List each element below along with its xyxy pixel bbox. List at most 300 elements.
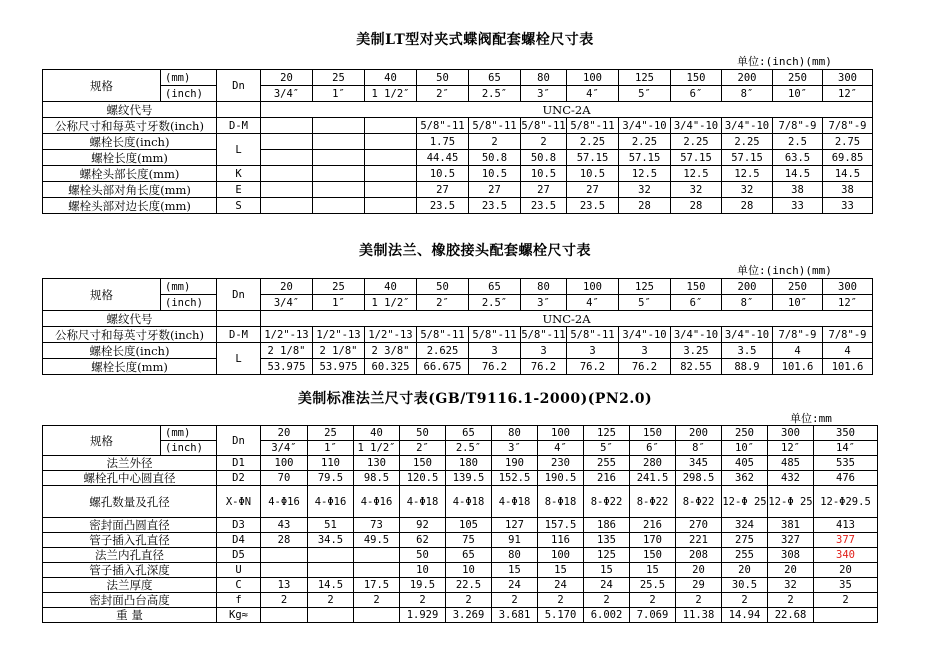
header-row-inch bbox=[43, 441, 878, 456]
value-cell: 1.75 bbox=[417, 134, 469, 150]
value-cell: 29 bbox=[676, 578, 722, 593]
value-cell: 63.5 bbox=[773, 150, 823, 166]
value-cell: 150 bbox=[400, 456, 446, 471]
mm-size-cell: 80 bbox=[492, 426, 538, 441]
mm-size-cell: 150 bbox=[630, 426, 676, 441]
value-cell: 7/8"-9 bbox=[823, 118, 873, 134]
value-cell bbox=[313, 166, 365, 182]
value-cell: 216 bbox=[584, 471, 630, 486]
header-row-mm bbox=[43, 426, 878, 441]
mm-size-cell: 250 bbox=[773, 279, 823, 295]
value-cell bbox=[261, 182, 313, 198]
value-cell: 2 bbox=[676, 593, 722, 608]
value-cell: 8-Φ22 bbox=[584, 486, 630, 518]
value-cell bbox=[308, 563, 354, 578]
header-row-inch bbox=[43, 86, 873, 102]
value-cell: 413 bbox=[814, 518, 878, 533]
value-cell: 2 bbox=[521, 134, 567, 150]
value-cell: 10.5 bbox=[469, 166, 521, 182]
value-cell: 8-Φ22 bbox=[676, 486, 722, 518]
mm-size-cell: 300 bbox=[823, 279, 873, 295]
value-cell: 10 bbox=[400, 563, 446, 578]
inch-size-cell: 1″ bbox=[313, 295, 365, 311]
value-cell: 28 bbox=[722, 198, 773, 214]
inch-size-cell: 6″ bbox=[630, 441, 676, 456]
value-cell: 3.269 bbox=[446, 608, 492, 623]
value-cell: 10.5 bbox=[417, 166, 469, 182]
value-cell: 4-Φ18 bbox=[446, 486, 492, 518]
table2-unit: 单位:(inch)(mm) bbox=[737, 264, 832, 277]
value-cell: 3.681 bbox=[492, 608, 538, 623]
row-code: E bbox=[217, 182, 261, 198]
value-cell: 22.5 bbox=[446, 578, 492, 593]
mm-unit-label: (mm) bbox=[161, 70, 217, 86]
value-cell: 3/4"-10 bbox=[619, 118, 671, 134]
value-cell: 4 bbox=[823, 343, 873, 359]
thread-code-blank bbox=[217, 102, 261, 118]
dn-label: Dn bbox=[217, 279, 261, 311]
row-label: 管子插入孔直径 bbox=[43, 533, 217, 548]
value-cell: 70 bbox=[261, 471, 308, 486]
value-cell: 2 bbox=[722, 593, 768, 608]
inch-size-cell: 10″ bbox=[773, 295, 823, 311]
value-cell: 15 bbox=[630, 563, 676, 578]
value-cell: 2 1/8" bbox=[261, 343, 313, 359]
value-cell: 44.45 bbox=[417, 150, 469, 166]
value-cell: 57.15 bbox=[722, 150, 773, 166]
spec-label: 规格 bbox=[43, 70, 161, 102]
value-cell: 298.5 bbox=[676, 471, 722, 486]
value-cell: 3/4"-10 bbox=[722, 327, 773, 343]
value-cell: 53.975 bbox=[313, 359, 365, 375]
row-code: X-ΦN bbox=[217, 486, 261, 518]
value-cell: 432 bbox=[768, 471, 814, 486]
bolt-table-lt-butterfly bbox=[42, 69, 873, 214]
value-cell: 76.2 bbox=[469, 359, 521, 375]
value-cell: 2.625 bbox=[417, 343, 469, 359]
thread-code-row bbox=[43, 311, 873, 327]
thread-code-label: 螺纹代号 bbox=[43, 311, 217, 327]
value-cell: 17.5 bbox=[354, 578, 400, 593]
inch-size-cell: 4″ bbox=[538, 441, 584, 456]
value-cell: 3/4"-10 bbox=[619, 327, 671, 343]
value-cell: 2.25 bbox=[619, 134, 671, 150]
mm-size-cell: 100 bbox=[567, 279, 619, 295]
row-code: Kg≈ bbox=[217, 608, 261, 623]
inch-size-cell: 1″ bbox=[313, 86, 365, 102]
mm-size-cell: 20 bbox=[261, 426, 308, 441]
flange-dimension-table bbox=[42, 425, 878, 623]
inch-size-cell: 2.5″ bbox=[446, 441, 492, 456]
mm-size-cell: 350 bbox=[814, 426, 878, 441]
value-cell: 51 bbox=[308, 518, 354, 533]
value-cell: 2 1/8" bbox=[313, 343, 365, 359]
value-cell: 25.5 bbox=[630, 578, 676, 593]
value-cell: 100 bbox=[261, 456, 308, 471]
value-cell: 13 bbox=[261, 578, 308, 593]
row-label: 公称尺寸和每英寸牙数(inch) bbox=[43, 118, 217, 134]
value-cell: 23.5 bbox=[521, 198, 567, 214]
mm-size-cell: 250 bbox=[773, 70, 823, 86]
inch-size-cell: 1″ bbox=[308, 441, 354, 456]
table-row bbox=[43, 182, 873, 198]
table2-title: 美制法兰、橡胶接头配套螺栓尺寸表 bbox=[359, 243, 591, 259]
value-cell: 3/4"-10 bbox=[722, 118, 773, 134]
value-cell: 7/8"-9 bbox=[773, 327, 823, 343]
header-row-mm bbox=[43, 70, 873, 86]
table-row bbox=[43, 533, 878, 548]
value-cell: 34.5 bbox=[308, 533, 354, 548]
value-cell: 5/8"-11 bbox=[521, 328, 566, 341]
value-cell bbox=[354, 548, 400, 563]
value-cell: 4 bbox=[773, 343, 823, 359]
value-cell: 1.929 bbox=[400, 608, 446, 623]
inch-size-cell: 3″ bbox=[521, 86, 567, 102]
value-cell: 2 bbox=[261, 593, 308, 608]
value-cell: 69.85 bbox=[823, 150, 873, 166]
table-row bbox=[43, 518, 878, 533]
value-cell: 230 bbox=[538, 456, 584, 471]
value-cell: 3/4"-10 bbox=[671, 327, 722, 343]
value-cell: 11.38 bbox=[676, 608, 722, 623]
value-cell: 381 bbox=[768, 518, 814, 533]
inch-size-cell: 12″ bbox=[823, 295, 873, 311]
mm-size-cell: 20 bbox=[261, 70, 313, 86]
value-cell: 5/8"-11 bbox=[567, 327, 619, 343]
value-cell: 135 bbox=[584, 533, 630, 548]
inch-size-cell: 5″ bbox=[619, 86, 671, 102]
mm-size-cell: 20 bbox=[261, 279, 313, 295]
value-cell: 2 bbox=[584, 593, 630, 608]
row-code: K bbox=[217, 166, 261, 182]
value-cell: 50.8 bbox=[469, 150, 521, 166]
bolt-table-flange-rubber-joint bbox=[42, 278, 873, 375]
value-cell: 405 bbox=[722, 456, 768, 471]
value-cell: 110 bbox=[308, 456, 354, 471]
value-cell: 73 bbox=[354, 518, 400, 533]
value-cell: 345 bbox=[676, 456, 722, 471]
value-cell: 20 bbox=[814, 563, 878, 578]
value-cell: 130 bbox=[354, 456, 400, 471]
row-label: 螺孔数量及孔径 bbox=[43, 486, 217, 518]
value-cell: 5.170 bbox=[538, 608, 584, 623]
row-code: D2 bbox=[217, 471, 261, 486]
value-cell: 3 bbox=[469, 343, 521, 359]
table-row bbox=[43, 563, 878, 578]
spec-label: 规格 bbox=[43, 279, 161, 311]
value-cell: 275 bbox=[722, 533, 768, 548]
table-row bbox=[43, 359, 873, 375]
spec-label: 规格 bbox=[43, 426, 161, 456]
inch-size-cell: 3/4″ bbox=[261, 86, 313, 102]
value-cell: 27 bbox=[469, 182, 521, 198]
value-cell: 27 bbox=[521, 182, 567, 198]
row-code: D-M bbox=[217, 118, 261, 134]
row-code: L bbox=[217, 343, 261, 375]
dn-label: Dn bbox=[217, 426, 261, 456]
row-label: 螺栓头部对角长度(mm) bbox=[43, 182, 217, 198]
inch-unit-label: (inch) bbox=[161, 295, 217, 311]
value-cell bbox=[365, 150, 417, 166]
dn-label: Dn bbox=[217, 70, 261, 102]
value-cell: 4-Φ16 bbox=[308, 486, 354, 518]
value-cell: 49.5 bbox=[354, 533, 400, 548]
value-cell: 125 bbox=[584, 548, 630, 563]
value-cell bbox=[308, 548, 354, 563]
inch-size-cell: 10″ bbox=[722, 441, 768, 456]
value-cell: 5/8"-11 bbox=[567, 118, 619, 134]
row-label: 公称尺寸和每英寸牙数(inch) bbox=[43, 327, 217, 343]
value-cell bbox=[365, 134, 417, 150]
inch-unit-label: (inch) bbox=[161, 441, 217, 456]
value-cell bbox=[308, 608, 354, 623]
mm-size-cell: 65 bbox=[446, 426, 492, 441]
value-cell: 2 bbox=[768, 593, 814, 608]
mm-size-cell: 125 bbox=[619, 279, 671, 295]
mm-unit-label: (mm) bbox=[161, 426, 217, 441]
value-cell: 3/4"-10 bbox=[671, 118, 722, 134]
row-label: 法兰内孔直径 bbox=[43, 548, 217, 563]
mm-size-cell: 200 bbox=[722, 279, 773, 295]
row-code: D3 bbox=[217, 518, 261, 533]
mm-size-cell: 25 bbox=[308, 426, 354, 441]
value-cell: 14.5 bbox=[308, 578, 354, 593]
inch-size-cell: 3/4″ bbox=[261, 295, 313, 311]
value-cell: 476 bbox=[814, 471, 878, 486]
value-cell: 32 bbox=[722, 182, 773, 198]
mm-size-cell: 80 bbox=[521, 70, 567, 86]
mm-size-cell: 50 bbox=[417, 70, 469, 86]
value-cell: 28 bbox=[261, 533, 308, 548]
inch-size-cell: 3″ bbox=[492, 441, 538, 456]
value-cell: 79.5 bbox=[308, 471, 354, 486]
mm-size-cell: 40 bbox=[365, 70, 417, 86]
value-cell: 8-Φ22 bbox=[630, 486, 676, 518]
value-cell: 38 bbox=[773, 182, 823, 198]
value-cell: 32 bbox=[619, 182, 671, 198]
value-cell: 60.325 bbox=[365, 359, 417, 375]
table-row bbox=[43, 134, 873, 150]
value-cell: 139.5 bbox=[446, 471, 492, 486]
inch-size-cell: 5″ bbox=[619, 295, 671, 311]
value-cell: 23.5 bbox=[417, 198, 469, 214]
inch-size-cell: 4″ bbox=[567, 295, 619, 311]
mm-unit-label: (mm) bbox=[161, 279, 217, 295]
mm-size-cell: 250 bbox=[722, 426, 768, 441]
value-cell: 10 bbox=[446, 563, 492, 578]
value-cell: 28 bbox=[671, 198, 722, 214]
thread-code-blank bbox=[217, 311, 261, 327]
inch-size-cell: 8″ bbox=[722, 86, 773, 102]
value-cell: 255 bbox=[722, 548, 768, 563]
mm-size-cell: 125 bbox=[584, 426, 630, 441]
value-cell: 57.15 bbox=[619, 150, 671, 166]
inch-size-cell: 8″ bbox=[722, 295, 773, 311]
table-row bbox=[43, 578, 878, 593]
row-code: S bbox=[217, 198, 261, 214]
value-cell: 3 bbox=[521, 343, 567, 359]
row-code: D-M bbox=[217, 327, 261, 343]
value-cell: 241.5 bbox=[630, 471, 676, 486]
row-label: 管子插入孔深度 bbox=[43, 563, 217, 578]
row-label: 螺栓长度(mm) bbox=[43, 359, 217, 375]
value-cell: 27 bbox=[567, 182, 619, 198]
mm-size-cell: 100 bbox=[538, 426, 584, 441]
value-cell: 12-Φ29.5 bbox=[814, 486, 878, 518]
thread-code-value: UNC-2A bbox=[261, 311, 873, 327]
inch-size-cell: 8″ bbox=[676, 441, 722, 456]
inch-size-cell: 2.5″ bbox=[469, 86, 521, 102]
value-cell bbox=[261, 150, 313, 166]
value-cell: 12.5 bbox=[722, 166, 773, 182]
value-cell bbox=[313, 198, 365, 214]
row-label: 螺栓长度(mm) bbox=[43, 150, 217, 166]
value-cell: 6.002 bbox=[584, 608, 630, 623]
value-cell: 91 bbox=[492, 533, 538, 548]
value-cell: 75 bbox=[446, 533, 492, 548]
value-cell: 190 bbox=[492, 456, 538, 471]
thread-code-row bbox=[43, 102, 873, 118]
mm-size-cell: 100 bbox=[567, 70, 619, 86]
inch-size-cell: 12″ bbox=[823, 86, 873, 102]
mm-size-cell: 300 bbox=[768, 426, 814, 441]
table-row bbox=[43, 198, 873, 214]
value-cell: 65 bbox=[446, 548, 492, 563]
value-cell: 2 bbox=[630, 593, 676, 608]
row-label: 螺栓孔中心圆直径 bbox=[43, 471, 217, 486]
value-cell: 7/8"-9 bbox=[773, 118, 823, 134]
header-row-inch bbox=[43, 295, 873, 311]
value-cell: 2 bbox=[492, 593, 538, 608]
value-cell: 120.5 bbox=[400, 471, 446, 486]
row-label: 法兰外径 bbox=[43, 456, 217, 471]
value-cell: 50.8 bbox=[521, 150, 567, 166]
value-cell: 12-Φ 25 bbox=[768, 486, 814, 518]
value-cell: 1/2"-13 bbox=[365, 327, 417, 343]
value-cell bbox=[814, 608, 878, 623]
value-cell: 12.5 bbox=[619, 166, 671, 182]
value-cell: 1/2"-13 bbox=[261, 327, 313, 343]
value-cell: 100 bbox=[538, 548, 584, 563]
value-cell: 535 bbox=[814, 456, 878, 471]
inch-size-cell: 3/4″ bbox=[261, 441, 308, 456]
value-cell: 186 bbox=[584, 518, 630, 533]
value-cell: 30.5 bbox=[722, 578, 768, 593]
value-cell: 157.5 bbox=[538, 518, 584, 533]
value-cell: 2 bbox=[814, 593, 878, 608]
value-cell: 2.25 bbox=[722, 134, 773, 150]
value-cell bbox=[313, 134, 365, 150]
value-cell: 57.15 bbox=[671, 150, 722, 166]
value-cell: 152.5 bbox=[492, 471, 538, 486]
value-cell: 2.5 bbox=[773, 134, 823, 150]
value-cell: 116 bbox=[538, 533, 584, 548]
value-cell: 66.675 bbox=[417, 359, 469, 375]
value-cell: 15 bbox=[538, 563, 584, 578]
value-cell bbox=[261, 198, 313, 214]
row-code: C bbox=[217, 578, 261, 593]
table3-unit: 单位:mm bbox=[790, 412, 832, 425]
inch-size-cell: 1 1/2″ bbox=[354, 441, 400, 456]
row-code: L bbox=[217, 134, 261, 166]
value-cell: 105 bbox=[446, 518, 492, 533]
inch-size-cell: 2.5″ bbox=[469, 295, 521, 311]
value-cell: 101.6 bbox=[773, 359, 823, 375]
value-cell: 27 bbox=[417, 182, 469, 198]
value-cell: 485 bbox=[768, 456, 814, 471]
value-cell: 76.2 bbox=[521, 359, 567, 375]
table-row bbox=[43, 593, 878, 608]
value-cell: 12-Φ 25 bbox=[722, 486, 768, 518]
inch-size-cell: 1 1/2″ bbox=[365, 295, 417, 311]
inch-size-cell: 10″ bbox=[773, 86, 823, 102]
value-cell: 12.5 bbox=[671, 166, 722, 182]
value-cell: 24 bbox=[584, 578, 630, 593]
value-cell bbox=[261, 134, 313, 150]
value-cell bbox=[313, 182, 365, 198]
row-label: 密封面凸圆直径 bbox=[43, 518, 217, 533]
value-cell: 150 bbox=[630, 548, 676, 563]
table-row bbox=[43, 548, 878, 563]
value-cell: 3 bbox=[619, 343, 671, 359]
row-label: 密封面凸台高度 bbox=[43, 593, 217, 608]
inch-size-cell: 2″ bbox=[417, 86, 469, 102]
inch-size-cell: 6″ bbox=[671, 295, 722, 311]
value-cell: 308 bbox=[768, 548, 814, 563]
value-cell: 2.25 bbox=[567, 134, 619, 150]
value-cell: 38 bbox=[823, 182, 873, 198]
value-cell: 23.5 bbox=[567, 198, 619, 214]
value-cell: 221 bbox=[676, 533, 722, 548]
value-cell bbox=[365, 118, 417, 134]
value-cell bbox=[365, 166, 417, 182]
mm-size-cell: 150 bbox=[671, 70, 722, 86]
value-cell: 57.15 bbox=[567, 150, 619, 166]
table-row bbox=[43, 150, 873, 166]
value-cell: 24 bbox=[492, 578, 538, 593]
value-cell: 3.5 bbox=[722, 343, 773, 359]
value-cell: 327 bbox=[768, 533, 814, 548]
row-code: D1 bbox=[217, 456, 261, 471]
row-code: D4 bbox=[217, 533, 261, 548]
inch-size-cell: 14″ bbox=[814, 441, 878, 456]
value-cell: 50 bbox=[400, 548, 446, 563]
value-cell bbox=[261, 608, 308, 623]
value-cell: 377 bbox=[814, 533, 878, 548]
value-cell: 2.25 bbox=[671, 134, 722, 150]
inch-size-cell: 6″ bbox=[671, 86, 722, 102]
value-cell: 3.25 bbox=[671, 343, 722, 359]
thread-code-value: UNC-2A bbox=[261, 102, 873, 118]
inch-size-cell: 3″ bbox=[521, 295, 567, 311]
value-cell: 208 bbox=[676, 548, 722, 563]
mm-size-cell: 200 bbox=[722, 70, 773, 86]
value-cell: 2 bbox=[354, 593, 400, 608]
table-row bbox=[43, 118, 873, 134]
inch-size-cell: 4″ bbox=[567, 86, 619, 102]
table-row bbox=[43, 486, 878, 518]
value-cell: 340 bbox=[814, 548, 878, 563]
value-cell: 53.975 bbox=[261, 359, 313, 375]
value-cell: 98.5 bbox=[354, 471, 400, 486]
mm-size-cell: 300 bbox=[823, 70, 873, 86]
value-cell: 4-Φ18 bbox=[400, 486, 446, 518]
value-cell: 10.5 bbox=[567, 166, 619, 182]
value-cell: 324 bbox=[722, 518, 768, 533]
value-cell: 170 bbox=[630, 533, 676, 548]
table-row bbox=[43, 343, 873, 359]
value-cell: 5/8"-11 bbox=[417, 118, 469, 134]
